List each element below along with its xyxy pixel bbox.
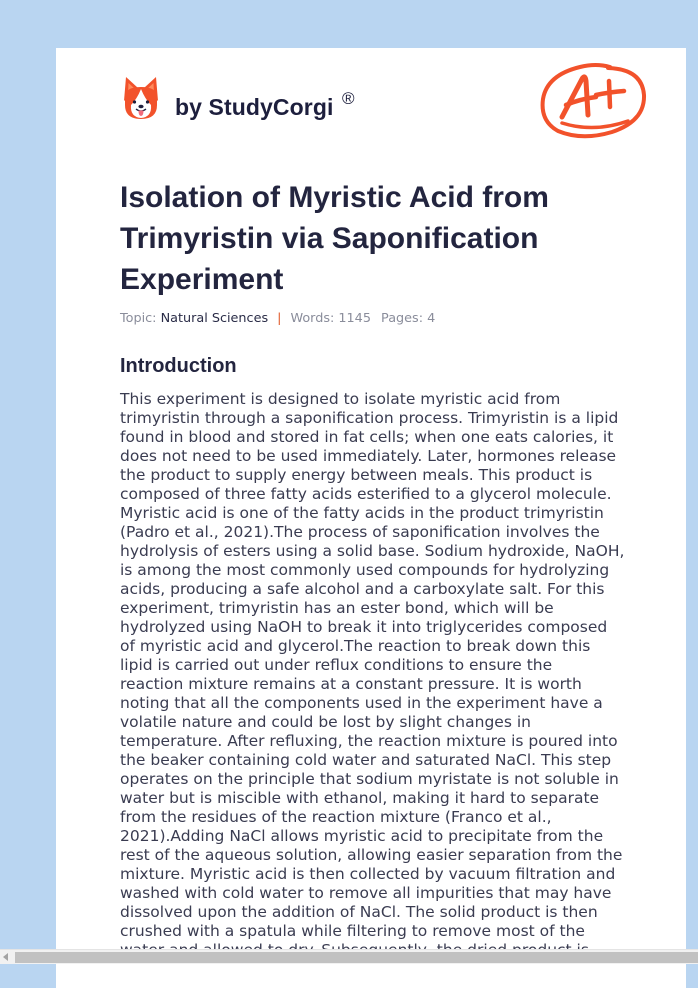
text-line: from the residues of the reaction mixture (Franco et al., [120, 808, 552, 826]
words-label: Words: [290, 311, 335, 326]
text-line: the product to supply energy between meals. This product is [120, 466, 593, 484]
page-title [120, 177, 549, 300]
text-line: hydrolysis of esters using a solid base. Sodium hydroxide, NaOH, [120, 542, 625, 560]
text-line: is among the most commonly used compounds for hydrolyzing [120, 561, 610, 579]
text-line: noting that all the components used in the experiment have a [120, 694, 603, 712]
words-count: 1145 [338, 311, 371, 326]
title-line: Isolation of Myristic Acid from [120, 181, 549, 214]
text-line: hydrolyzed using NaOH to break it into triglycerides composed [120, 618, 608, 636]
text-line: experiment, trimyristin has an ester bond, which will be [120, 599, 554, 617]
section-heading-introduction: Introduction [120, 355, 237, 377]
text-line: does not need to be used immediately. Later, hormones release [120, 447, 617, 465]
text-line: found in blood and stored in fat cells; when one eats calories, it [120, 428, 614, 446]
text-line: the beaker containing cold water and saturated NaCl. This step [120, 751, 612, 769]
text-line: water but is miscible with ethanol, making it hard to separate [120, 789, 600, 807]
text-line: of myristic acid and glycerol.The reaction to break down this [120, 637, 591, 655]
text-line: washed with cold water to remove all impurities that may have [120, 884, 612, 902]
title-line: Experiment [120, 263, 284, 296]
text-line: trimyristin through a saponification process. Trimyristin is a lipid [120, 409, 619, 427]
section-body [120, 390, 624, 960]
text-line: crushed with a spatula while filtering to remove most of the [120, 922, 585, 940]
registered-mark: ® [342, 89, 355, 108]
brand-name[interactable]: by StudyCorgi [175, 94, 334, 120]
text-line: Myristic acid is one of the fatty acids in the product trimyristin [120, 504, 604, 522]
text-line: acids, producing a safe alcohol and a carboxylate salt. For this [120, 580, 605, 598]
text-line: lipid is carried out under reflux conditions to ensure the [120, 656, 553, 674]
corgi-logo-icon[interactable] [121, 75, 161, 121]
topic-label: Topic: [120, 311, 157, 326]
topic-link[interactable]: Natural Sciences [160, 311, 269, 326]
arrow-left-icon[interactable] [3, 953, 8, 961]
scrollbar-thumb[interactable] [15, 952, 698, 963]
text-line: mixture. Myristic acid is then collected by vacuum filtration and [120, 865, 616, 883]
text-line: composed of three fatty acids esterified to a glycerol molecule. [120, 485, 612, 503]
document-card [56, 48, 686, 988]
text-line: 2021).Adding NaCl allows myristic acid to precipitate from the [120, 827, 604, 845]
text-line: (Padro et al., 2021).The process of saponification involves the [120, 523, 600, 541]
text-line: volatile nature and could be lost by slight changes in [120, 713, 531, 731]
pages-count: 4 [427, 311, 436, 326]
text-line: rest of the aqueous solution, allowing easier separation from the [120, 846, 623, 864]
text-line: reaction mixture remains at a constant pressure. It is worth [120, 675, 582, 693]
text-line: dissolved upon the addition of NaCl. The solid product is then [120, 903, 598, 921]
grade-badge-icon [538, 59, 648, 141]
horizontal-scrollbar[interactable] [0, 949, 698, 964]
meta-separator: | [277, 311, 282, 326]
text-line: temperature. After refluxing, the reaction mixture is poured into [120, 732, 618, 750]
pages-label: Pages: [381, 311, 424, 326]
article-meta [120, 310, 435, 328]
title-line: Trimyristin via Saponification [120, 222, 539, 255]
text-line: This experiment is designed to isolate myristic acid from [120, 390, 561, 408]
text-line: operates on the principle that sodium myristate is not soluble in [120, 770, 619, 788]
